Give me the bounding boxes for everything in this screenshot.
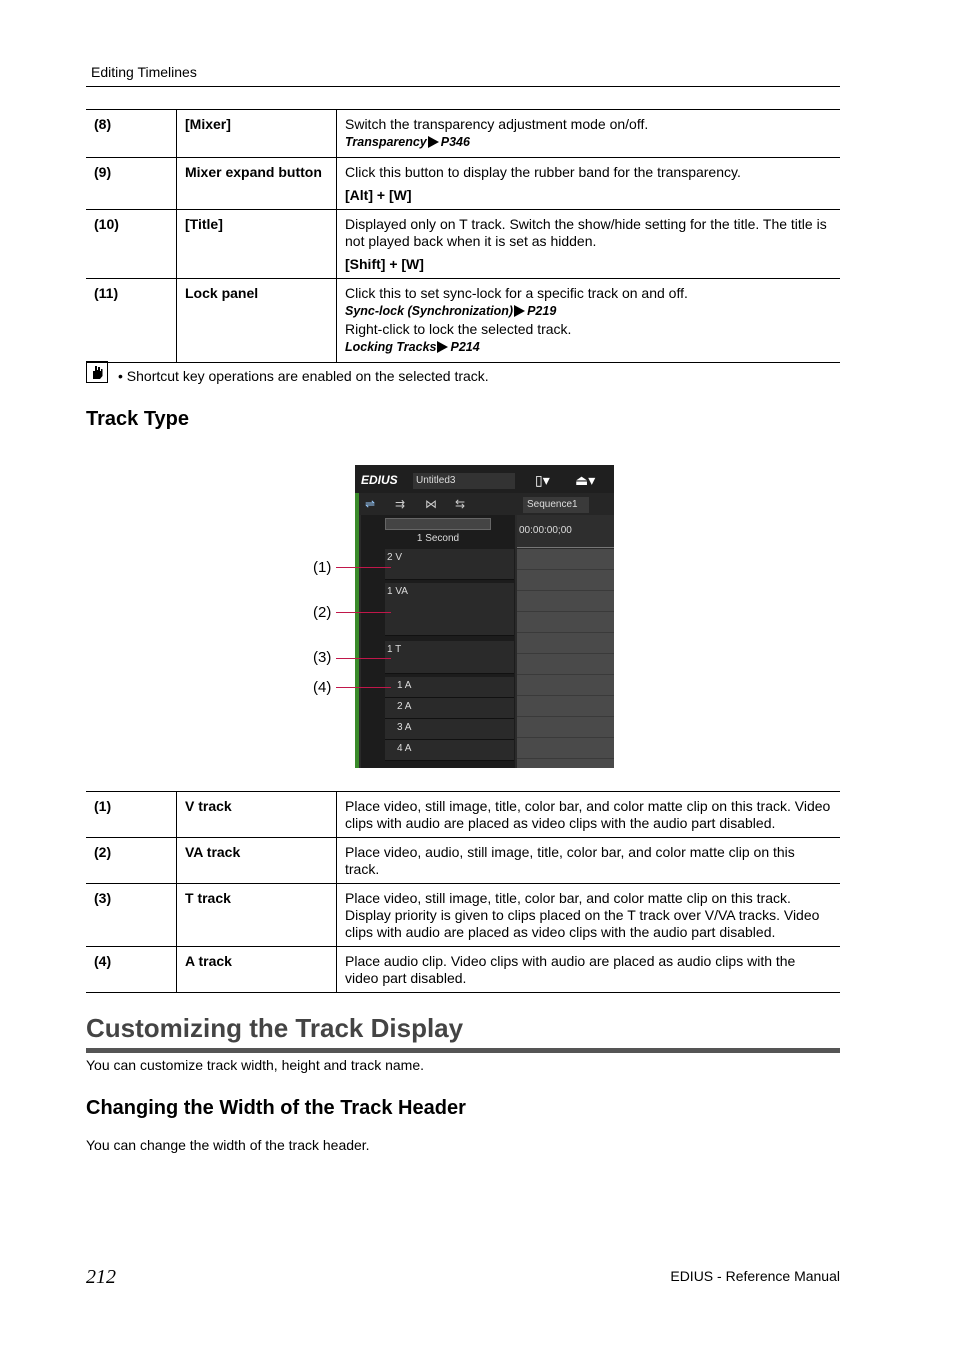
shortcut-keys: [Shift] + [W] <box>345 256 424 272</box>
row-desc-cell <box>337 279 841 363</box>
track-name: 1 VA <box>387 586 408 597</box>
track-name: 1 T <box>387 644 402 655</box>
row-number: (8) <box>86 110 177 158</box>
row-name: VA track <box>177 838 337 884</box>
page-number: 212 <box>86 1266 116 1288</box>
shortcut-keys: [Alt] + [W] <box>345 187 412 203</box>
row-number: (11) <box>86 279 177 363</box>
row-number: (9) <box>86 158 177 210</box>
arrow-right-icon <box>437 341 448 353</box>
subsection-text: You can change the width of the track header. <box>86 1137 370 1153</box>
table-row <box>86 838 840 884</box>
table-row <box>86 210 840 279</box>
row-desc-cell <box>337 110 841 158</box>
row-number: (1) <box>86 792 177 838</box>
callout-leader <box>336 658 391 659</box>
callout-leader <box>336 612 391 613</box>
row-desc: Place video, still image, title, color bar, and color matte clip on this track. Display priority is given to clips placed on the T track over V/VA tracks. Video clips with audio are placed as video clips with the audio part disabled. <box>337 884 841 947</box>
edius-timeline-screenshot <box>355 465 614 768</box>
row-desc: Switch the transparency adjustment mode on/off. <box>345 116 649 132</box>
row-name: Mixer expand button <box>177 158 337 210</box>
row-desc: Click this button to display the rubber band for the transparency. <box>345 164 741 180</box>
header-rule <box>86 86 840 87</box>
xref-page: P214 <box>450 340 480 354</box>
track-a[interactable] <box>385 740 514 761</box>
section-title: Customizing the Track Display <box>86 1013 464 1043</box>
table-row <box>86 792 840 838</box>
zoom-slider[interactable] <box>385 518 491 530</box>
track-name: 4 A <box>397 743 412 754</box>
row-desc: Place video, still image, title, color bar, and color matte clip on this track. Video clips with audio are placed as video clips with the audio part disabled. <box>337 792 841 838</box>
table-row <box>86 158 840 210</box>
arrow-right-icon <box>428 136 439 148</box>
row-number: (2) <box>86 838 177 884</box>
row-name: [Mixer] <box>177 110 337 158</box>
row-name: V track <box>177 792 337 838</box>
track-name: 2 A <box>397 701 412 712</box>
row-desc: Place audio clip. Video clips with audio are placed as audio clips with the video part disabled. <box>337 947 841 993</box>
row-number: (4) <box>86 947 177 993</box>
track-a[interactable] <box>385 719 514 740</box>
callout-label: (3) <box>313 649 332 666</box>
callout-leader <box>336 687 391 688</box>
link-icon[interactable]: ⇆ <box>455 497 466 511</box>
track-name: 3 A <box>397 722 412 733</box>
mode-icon[interactable]: ⇌ <box>365 497 376 511</box>
manual-title: EDIUS - Reference Manual <box>670 1268 840 1284</box>
arrow-right-icon <box>514 305 525 317</box>
timecode-ruler <box>517 515 614 548</box>
cross-reference[interactable] <box>345 339 832 356</box>
row-desc: Place video, audio, still image, title, color bar, and color matte clip on this track. <box>337 838 841 884</box>
track-va[interactable] <box>385 583 514 636</box>
row-name: A track <box>177 947 337 993</box>
row-number: (3) <box>86 884 177 947</box>
sequence-tab[interactable]: Sequence1 <box>523 497 589 513</box>
track-name: 1 A <box>397 680 412 691</box>
green-accent <box>355 493 359 768</box>
row-desc: Click this to set sync-lock for a specific track on and off. <box>345 285 688 301</box>
new-sequence-icon[interactable]: ▯▾ <box>535 472 550 488</box>
row-name: T track <box>177 884 337 947</box>
callout-label: (1) <box>313 559 332 576</box>
xref-label: Sync-lock (Synchronization) <box>345 304 514 318</box>
row-desc-cell <box>337 210 841 279</box>
callout-leader <box>336 567 391 568</box>
track-name: 2 V <box>387 552 403 563</box>
xref-page: P346 <box>440 135 470 149</box>
track-type-table <box>86 791 840 993</box>
row-name: Lock panel <box>177 279 337 363</box>
subsection-heading: Changing the Width of the Track Header <box>86 1097 466 1119</box>
hand-note-icon <box>86 361 108 383</box>
table-row <box>86 947 840 993</box>
note-bullet: • <box>118 368 123 384</box>
row-desc-2: Right-click to lock the selected track. <box>345 321 572 337</box>
track-a[interactable] <box>385 677 514 698</box>
track-a[interactable] <box>385 698 514 719</box>
callout-label: (2) <box>313 604 332 621</box>
xref-page: P219 <box>527 304 557 318</box>
track-v[interactable] <box>385 549 514 580</box>
row-number: (10) <box>86 210 177 279</box>
track-type-heading: Track Type <box>86 408 190 430</box>
note-text: Shortcut key operations are enabled on the selected track. <box>126 368 489 384</box>
note-text-line <box>118 368 489 384</box>
project-name: Untitled3 <box>413 473 515 489</box>
table-row <box>86 884 840 947</box>
track-t[interactable] <box>385 641 514 674</box>
sync-icon[interactable]: ⋈ <box>425 497 437 511</box>
callout-label: (4) <box>313 679 332 696</box>
running-head: Editing Timelines <box>91 64 197 80</box>
button-table <box>86 109 840 363</box>
export-icon[interactable]: ⏏▾ <box>575 472 596 488</box>
table-row <box>86 110 840 158</box>
cross-reference[interactable] <box>345 134 832 151</box>
xref-label: Transparency <box>345 135 427 149</box>
row-name: [Title] <box>177 210 337 279</box>
edius-logo: EDIUS <box>361 473 398 487</box>
section-intro: You can customize track width, height and track name. <box>86 1057 424 1073</box>
row-desc: Displayed only on T track. Switch the show/hide setting for the title. The title is not played back when it is set as hidden. <box>345 216 827 249</box>
title-bar <box>355 465 614 493</box>
cross-reference[interactable] <box>345 303 832 320</box>
timecode: 00:00:00;00 <box>519 525 572 536</box>
ripple-icon[interactable]: ⇉ <box>395 497 406 511</box>
timeline-area[interactable] <box>517 549 614 768</box>
table-row <box>86 279 840 363</box>
xref-label: Locking Tracks <box>345 340 437 354</box>
section-rule <box>86 1048 840 1053</box>
row-desc-cell <box>337 158 841 210</box>
scale-selector[interactable]: 1 Second <box>416 533 460 544</box>
timeline-toolbar <box>359 493 614 515</box>
